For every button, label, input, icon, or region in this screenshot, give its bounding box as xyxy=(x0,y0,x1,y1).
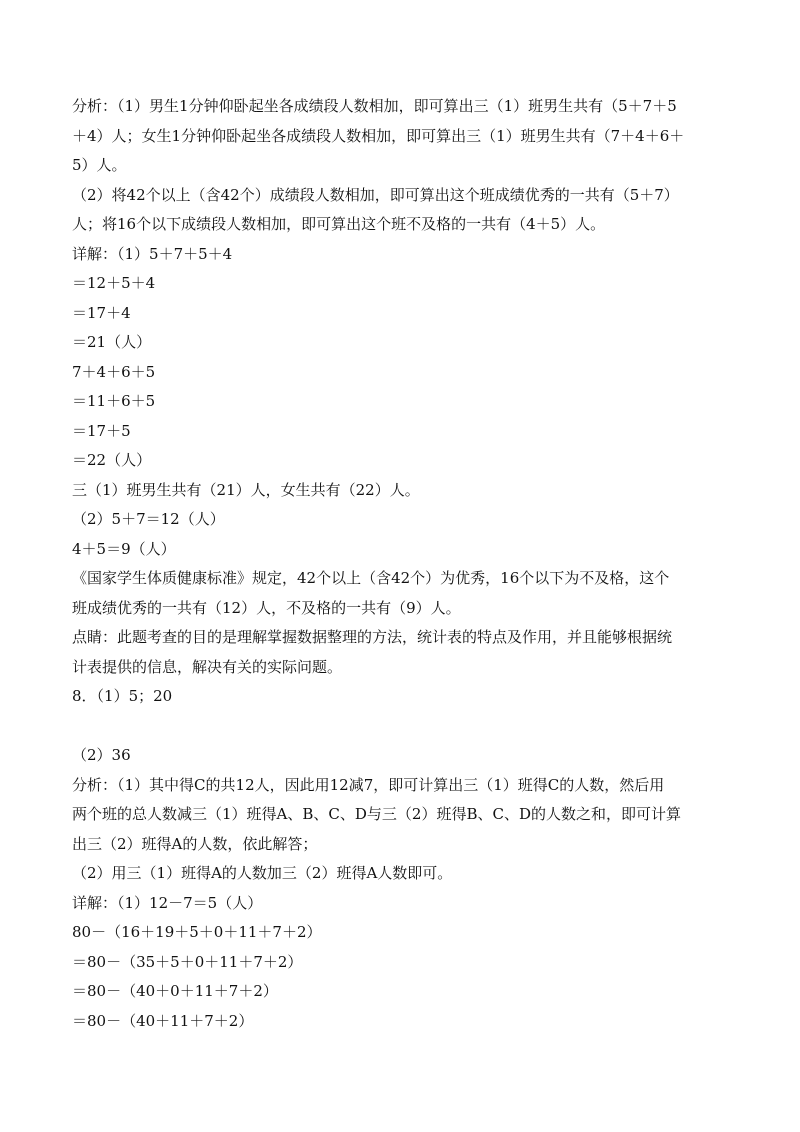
solution-line: ＝80－（40＋0＋11＋7＋2） xyxy=(72,982,278,1000)
analysis-line: 5）人。 xyxy=(72,156,127,174)
solution-line: ＝17＋5 xyxy=(72,421,131,440)
analysis-line: 分析：（1）男生1分钟仰卧起坐各成绩段人数相加，即可算出三（1）班男生共有（5＋7＋5 xyxy=(72,97,677,115)
solution-line: ＝12＋5＋4 xyxy=(72,274,156,292)
solution-line: ＝21（人） xyxy=(72,333,152,351)
answer-line: 《国家学生体质健康标准》规定，42个以上（含42个）为优秀，16个以下为不及格，这个 xyxy=(72,569,670,587)
solution-line: ＝80－（35＋5＋0＋11＋7＋2） xyxy=(72,952,303,971)
solution-line: ＝80－（40＋11＋7＋2） xyxy=(72,1011,254,1030)
question-8-answer: 8．（1）5；20 xyxy=(72,687,173,705)
comment-line: 点睛：此题考查的目的是理解掌握数据整理的方法，统计表的特点及作用，并且能够根据统 xyxy=(72,628,673,646)
answer-line: 班成绩优秀的一共有（12）人，不及格的一共有（9）人。 xyxy=(72,598,461,617)
solution-line: 4＋5＝9（人） xyxy=(72,539,176,558)
analysis-line: 出三（2）班得A的人数，依此解答； xyxy=(72,834,318,853)
solution-line: 80－（16＋19＋5＋0＋11＋7＋2） xyxy=(72,923,322,941)
analysis-line: ＋4）人；女生1分钟仰卧起坐各成绩段人数相加，即可算出三（1）班男生共有（7＋4＋6＋ xyxy=(72,126,685,145)
comment-line: 计表提供的信息，解决有关的实际问题。 xyxy=(72,657,343,676)
analysis-line: 分析：（1）其中得C的共12人，因此用12减7，即可计算出三（1）班得C的人数，然后用 xyxy=(72,775,665,794)
solution-line: 详解：（1）12－7＝5（人） xyxy=(72,893,263,912)
solution-line: （2）5＋7＝12（人） xyxy=(72,510,225,528)
solution-line: 详解：（1）5＋7＋5＋4 xyxy=(72,244,233,263)
document-page xyxy=(72,92,732,1036)
solution-line: 7＋4＋6＋5 xyxy=(72,362,156,381)
analysis-line: （2）用三（1）班得A的人数加三（2）班得A人数即可。 xyxy=(72,864,453,882)
question-8-answer: （2）36 xyxy=(72,746,131,764)
solution-line: ＝22（人） xyxy=(72,451,152,469)
answer-line: 三（1）班男生共有（21）人，女生共有（22）人。 xyxy=(72,480,420,499)
solution-line: ＝11＋6＋5 xyxy=(72,392,156,410)
analysis-line: 人；将16个以下成绩段人数相加，即可算出这个班不及格的一共有（4＋5）人。 xyxy=(72,215,606,233)
analysis-line: 两个班的总人数减三（1）班得A、B、C、D与三（2）班得B、C、D的人数之和，即可计算 xyxy=(72,805,681,823)
blank-spacer xyxy=(72,712,732,742)
analysis-line: （2）将42个以上（含42个）成绩段人数相加，即可算出这个班成绩优秀的一共有（5＋7） xyxy=(72,185,679,204)
solution-line: ＝17＋4 xyxy=(72,303,131,322)
